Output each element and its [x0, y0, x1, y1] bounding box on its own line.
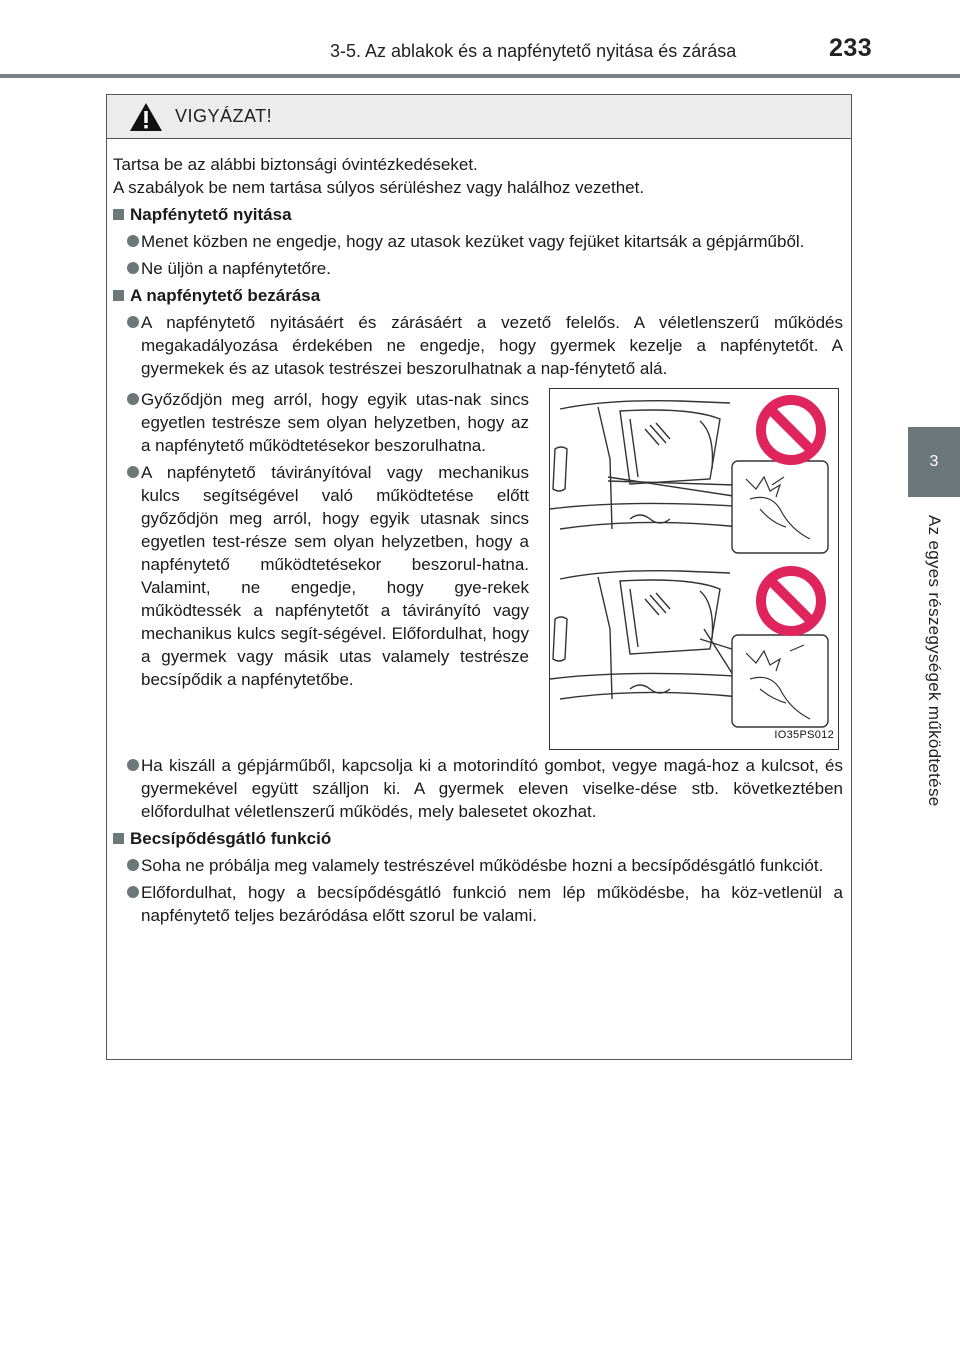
- warning-title: VIGYÁZAT!: [175, 106, 273, 126]
- list-item-text: Soha ne próbálja meg valamely testrészével működésbe hozni a becsípődésgátló funkciót.: [141, 856, 824, 875]
- section-heading-text: A napfénytető bezárása: [130, 286, 321, 305]
- section-heading-text: Napfénytető nyitása: [130, 205, 292, 224]
- square-bullet-icon: [113, 833, 124, 844]
- square-bullet-icon: [113, 209, 124, 220]
- warning-intro: [113, 153, 843, 199]
- list-item: [113, 311, 843, 380]
- list-item: [113, 230, 843, 253]
- prohibition-sign-icon: [761, 400, 821, 460]
- round-bullet-icon: [127, 759, 139, 771]
- warning-triangle-icon: [129, 102, 163, 132]
- chapter-tab: [908, 427, 960, 497]
- warning-box: [106, 94, 852, 1060]
- list-item-text: A napfénytető nyitásáért és zárásáért a vezető felelős. A véletlenszerű működés megakadályozása érdekében ne engedje, hogy gyermek kezelje a napfénytetőt. A gyermekek és az utasok testrészei beszorulhatnak a nap-fénytető alá.: [141, 313, 843, 378]
- square-bullet-icon: [113, 290, 124, 301]
- list-item: [113, 388, 529, 457]
- text-with-figure: [113, 388, 843, 750]
- section-heading: [113, 827, 843, 850]
- intro-line: A szabályok be nem tartása súlyos sérüléshez vagy halálhoz vezethet.: [113, 178, 645, 197]
- list-item: [113, 461, 529, 691]
- list-item: [113, 854, 843, 877]
- figure-side-text: [113, 388, 529, 750]
- list-item-text: Győződjön meg arról, hogy egyik utas-nak sincs egyetlen testrésze sem olyan helyzetben, hogy az a napfénytető működtetésekor beszorulhatna.: [141, 390, 529, 455]
- list-item-text: Előfordulhat, hogy a becsípődésgátló funkció nem lép működésbe, ha köz-vetlenül a napfénytető teljes bezáródása előtt szorul be valami.: [141, 883, 843, 925]
- chapter-tab-number: 3: [929, 453, 939, 470]
- list-item: [113, 881, 843, 927]
- list-item-text: A napfénytető távirányítóval vagy mechanikus kulcs segítségével való működtetése előtt győződjön meg arról, hogy egyik utasnak sincs egyetlen test-része sem olyan helyzetben, hogy a napfénytető működtetésekor beszorul-hatna. Valamint, ne engedje, hogy gye-rekek működtessék a napfénytetőt a távirányító vagy mechanikus kulcs segít-ségével. Előfordulhat, hogy a gyermek vagy másik utas valamely testrésze becsípődik a napfénytetőbe.: [141, 463, 529, 689]
- round-bullet-icon: [127, 262, 139, 274]
- round-bullet-icon: [127, 316, 139, 328]
- list-item: [113, 257, 843, 280]
- page-number: 233: [829, 34, 873, 62]
- round-bullet-icon: [127, 393, 139, 405]
- section-heading-text: Becsípődésgátló funkció: [130, 829, 332, 848]
- header-divider: [0, 74, 960, 78]
- chapter-title: 3-5. Az ablakok és a napfénytető nyitása és zárása: [330, 41, 737, 61]
- figure-code: IO35PS012: [774, 729, 834, 741]
- list-item-text: Menet közben ne engedje, hogy az utasok kezüket vagy fejüket kitartsák a gépjárműből.: [141, 232, 805, 251]
- sunroof-illustration: [549, 388, 839, 750]
- list-item-text: Ne üljön a napfénytetőre.: [141, 259, 331, 278]
- warning-content: [113, 153, 843, 927]
- round-bullet-icon: [127, 466, 139, 478]
- round-bullet-icon: [127, 859, 139, 871]
- list-item-text: Ha kiszáll a gépjárműből, kapcsolja ki a motorindító gombot, vegye magá-hoz a kulcsot, és gyermekével együtt szálljon ki. A gyermek eleven viselke-dése stb. következtében előfordulhat véletlenszerű működés, mely balesetet okozhat.: [141, 756, 843, 821]
- prohibition-sign-icon: [761, 571, 821, 631]
- round-bullet-icon: [127, 886, 139, 898]
- section-heading: [113, 284, 843, 307]
- warning-header: [107, 95, 851, 139]
- chapter-side-label: [908, 497, 960, 857]
- intro-line: Tartsa be az alábbi biztonsági óvintézkedéseket.: [113, 155, 478, 174]
- chapter-side-text: Az egyes részegységek működtetése: [925, 515, 944, 807]
- sunroof-drawing: [550, 389, 837, 748]
- round-bullet-icon: [127, 235, 139, 247]
- section-heading: [113, 203, 843, 226]
- list-item: [113, 754, 843, 823]
